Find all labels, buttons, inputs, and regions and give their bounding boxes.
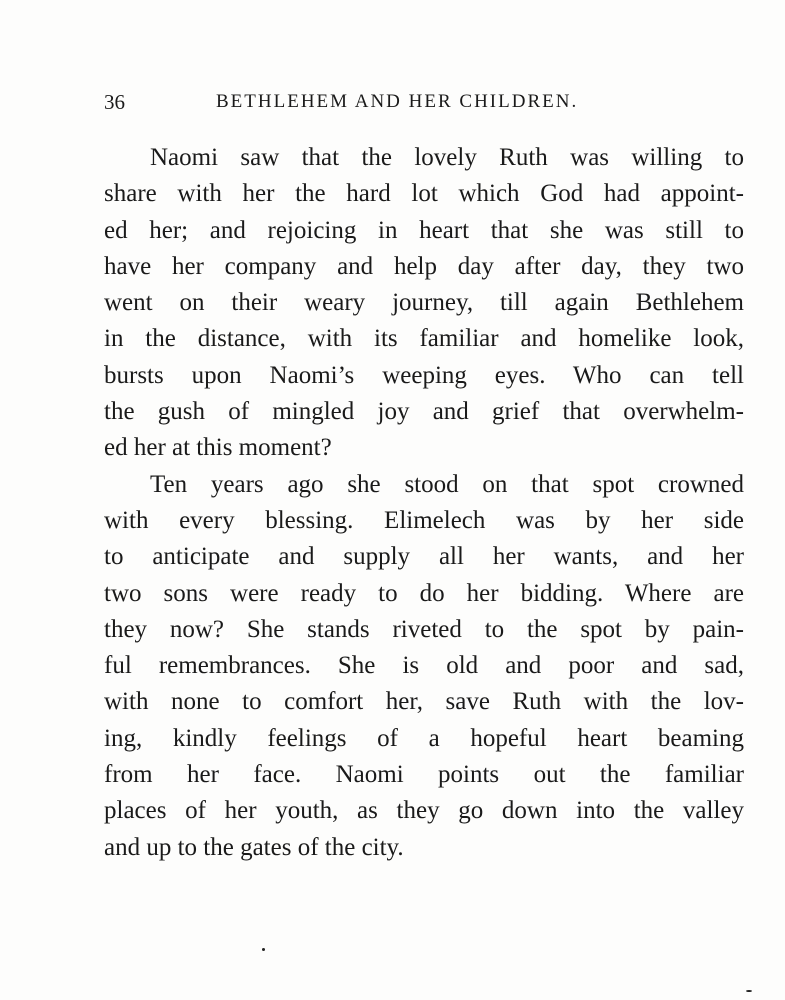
text-line: Naomi saw that the lovely Ruth was willing to [150, 144, 744, 171]
text-line: ed her; and rejoicing in heart that she was still to [104, 216, 744, 244]
ink-speck [746, 990, 752, 992]
text-line: they now? She stands riveted to the spot by pain- [104, 615, 744, 643]
text-line: ful remembrances. She is old and poor and sad, [104, 652, 744, 680]
text-line: and up to the gates of the city. [104, 833, 404, 861]
text-line: ing, kindly feelings of a hopeful heart beaming [104, 724, 744, 752]
text-line: to anticipate and supply all her wants, and her [104, 543, 744, 571]
paragraph-1 [104, 140, 744, 467]
text-line: bursts upon Naomi’s weeping eyes. Who can tell [104, 361, 744, 389]
ink-speck [262, 948, 265, 951]
text-line: two sons were ready to do her bidding. Where are [104, 579, 744, 607]
paragraph-2 [104, 467, 744, 866]
text-line: with none to comfort her, save Ruth with the lov- [104, 688, 744, 716]
text-line: ed her at this moment? [104, 434, 332, 462]
text-line: from her face. Naomi points out the familiar [104, 761, 744, 789]
text-line: places of her youth, as they go down into the valley [104, 797, 744, 825]
text-line: share with her the hard lot which God had appoint- [104, 180, 744, 208]
body-text [104, 140, 744, 866]
text-line: went on their weary journey, till again Bethlehem [104, 289, 744, 317]
text-line: have her company and help day after day, they two [104, 252, 744, 280]
running-head: BETHLEHEM AND HER CHILDREN. [216, 91, 579, 112]
text-line: Ten years ago she stood on that spot crowned [150, 470, 744, 498]
page-header [104, 90, 644, 118]
text-line: with every blessing. Elimelech was by her side [104, 506, 744, 534]
text-line: the gush of mingled joy and grief that overwhelm- [104, 398, 744, 426]
text-line: in the distance, with its familiar and homelike look, [104, 325, 744, 353]
page-number: 36 [104, 90, 125, 114]
